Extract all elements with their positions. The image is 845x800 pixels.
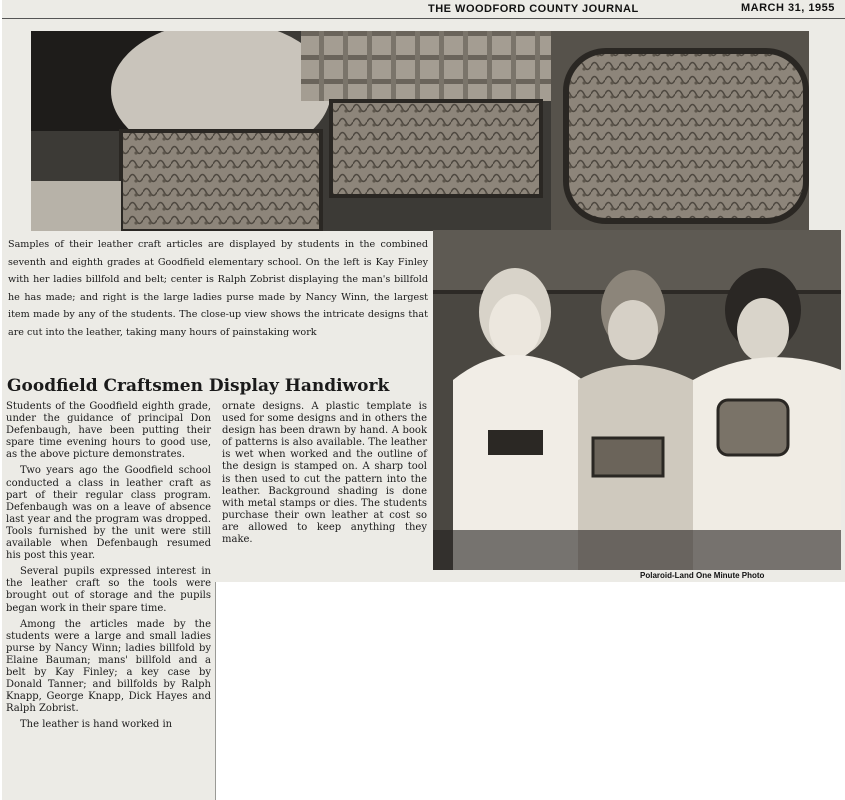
- article-paragraph: The leather is hand worked in: [20, 719, 173, 731]
- article-headline: Goodfield Craftsmen Display Handiwork: [7, 376, 390, 396]
- article-paragraph: ornate designs. A plastic template is used for some designs and in others the design has been drawn by hand. A book of patterns is also available. The leather is wet when worked and the outline of the design is stamped on. A sharp tool is then used to cut the pattern into the leather. Background shading is done with metal stamps or dies. The students purchase their own leather at cost so are allowed to keep anything they make.: [222, 401, 427, 546]
- newspaper-name: THE WOODFORD COUNTY JOURNAL: [428, 3, 639, 15]
- article-paragraph: Several pupils expressed interest in the leather craft so the tools were brought out of storage and the pupils began work in their spare time.: [6, 566, 211, 614]
- article-paragraph: Among the articles made by the students were a large and small ladies purse by Nancy Winn; ladies billfold by Elaine Bauman; mans' billfold and a belt by Kay Finley; a key case by Donald Tanner; and billfolds by Ralph Knapp, George Knapp, Dick Hayes and Ralph Zobrist.: [6, 618, 211, 715]
- clipping-edge: [215, 582, 216, 800]
- leather-closeup-photo: [31, 31, 809, 231]
- photo-credit: Polaroid-Land One Minute Photo: [640, 571, 765, 580]
- article-paragraph: Students of the Goodfield eighth grade, under the guidance of principal Don Defenbaugh, have been putting their spare time evening hours to good use, as the above picture demonstrates.: [6, 401, 211, 461]
- students-photo: [433, 230, 841, 570]
- leather-closeup-image: [31, 31, 809, 231]
- photo-caption: Samples of their leather craft articles are displayed by students in the combined seventh and eighth grades at Goodfield elementary school. On the left is Kay Finley with her ladies billfold and belt; center is Ralph Zobrist displaying the man's billfold he has made; and right is the large ladies purse made by Nancy Winn, the largest item made by any of the students. The close-up view shows the intricate designs that are cut into the leather, taking many hours of painstaking work: [8, 239, 428, 338]
- students-image: [433, 230, 841, 570]
- masthead: [0, 1, 845, 19]
- issue-date: MARCH 31, 1955: [741, 2, 835, 14]
- article-column-right: [222, 401, 427, 546]
- masthead-rule: [2, 18, 845, 19]
- article-paragraph: Two years ago the Goodfield school conducted a class in leather craft as part of their regular class program. Defenbaugh was on a leave of absence last year and the program was dropped. Tools furnished by the unit were still available when Defenbaugh resumed his post this year.: [6, 465, 211, 562]
- article-column-left: [6, 401, 211, 731]
